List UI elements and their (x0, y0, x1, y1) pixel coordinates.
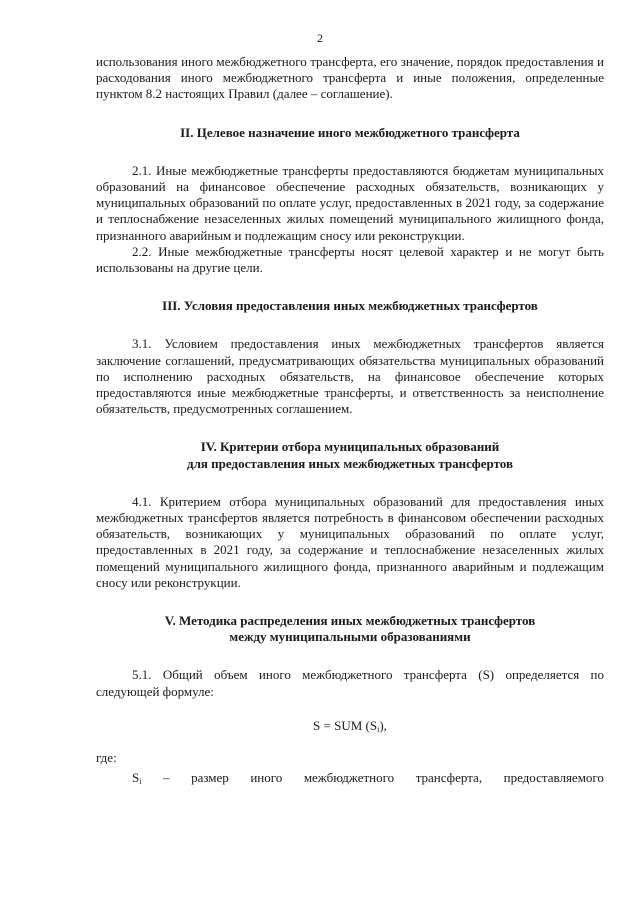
section-5-heading-line-2: между муниципальными образованиями (229, 629, 471, 645)
section-4-heading (96, 439, 604, 471)
paragraph-2-2: 2.2. Иные межбюджетные трансферты носят целевой характер и не могут быть использованы на другие цели. (96, 243, 604, 276)
definition-symbol: Si (132, 770, 142, 787)
document-body (96, 54, 604, 791)
page-number: 2 (317, 31, 323, 45)
section-4-heading-line-1: IV. Критерии отбора муниципальных образований (200, 439, 500, 455)
formula (96, 718, 604, 738)
paragraph-4-1: 4.1. Критерием отбора муниципальных образований для предоставления иных межбюджетных трансфертов является потребность в финансовом обеспечении расходных обязательств, возникающих у муниципальных образований по оплате услуг, предоставленных в 2021 году, за содержание и теплоснабжение незаселенных жилых помещений муниципального жилищного фонда, признанного аварийным и подлежащим сносу или реконструкции. (96, 493, 604, 590)
intro-paragraph: использования иного межбюджетного трансферта, его значение, порядок предоставления и расходования иного межбюджетного трансферта и иные положения, определенные пунктом 8.2 настоящих Правил (далее – соглашение). (96, 54, 604, 102)
section-5-heading (96, 613, 604, 645)
formula-subscript: i (377, 724, 380, 734)
paragraph-5-1: 5.1. Общий объем иного межбюджетного трансферта (S) определяется по следующей формуле: (96, 667, 604, 699)
paragraph-3-1: 3.1. Условием предоставления иных межбюджетных трансфертов является заключение соглашений, предусматривающих обязательства муниципальных образований по исполнению расходных обязательств, на финансовое обеспечение которых предоставляются иные межбюджетные трансферты, и ответственность за неисполнение обязательств, предусмотренных соглашением. (96, 336, 604, 417)
paragraph-2-1: 2.1. Иные межбюджетные трансферты предоставляются бюджетам муниципальных образований на финансовое обеспечение расходных обязательств, возникающих у муниципальных образований по оплате услуг, предоставленных в 2021 году, за содержание и теплоснабжение незаселенных жилых помещений муниципального жилищного фонда, признанного аварийным и подлежащим сносу или реконструкции. (96, 162, 604, 243)
definition-word: – (163, 770, 170, 786)
section-5-heading-line-1: V. Методика распределения иных межбюджетных трансфертов (164, 613, 536, 629)
definition-word: предоставляемого (503, 770, 604, 786)
section-3-heading: III. Условия предоставления иных межбюджетных трансфертов (162, 298, 538, 314)
formula-left: S = SUM (S (313, 717, 378, 733)
definition-word: межбюджетного (303, 770, 395, 786)
definition-word: трансферта, (415, 770, 483, 786)
where-label: где: (96, 750, 117, 766)
section-4-heading-line-2: для предоставления иных межбюджетных трансфертов (187, 455, 513, 471)
formula-right: ), (379, 717, 387, 733)
section-2-heading: II. Целевое назначение иного межбюджетного трансферта (180, 124, 520, 140)
definition-word: размер (191, 770, 229, 786)
definition-line (96, 770, 604, 790)
definition-word: иного (250, 770, 283, 786)
